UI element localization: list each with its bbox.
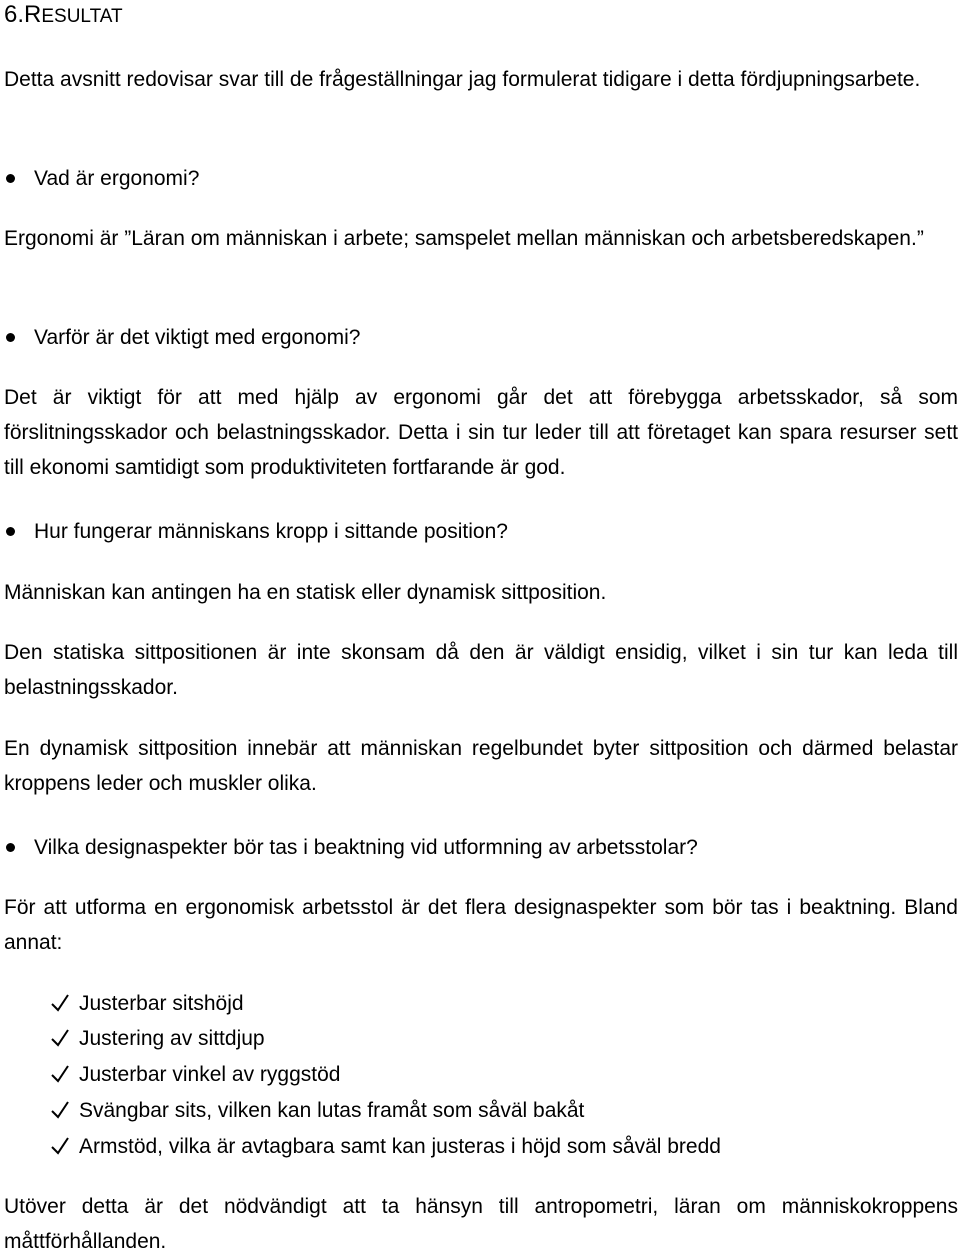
answer-3-paragraph-1: Människan kan antingen ha en statisk eller dynamisk sittposition.: [4, 581, 607, 604]
checkmark-icon: [50, 1100, 70, 1120]
closing-paragraph: Utöver detta är det nödvändigt att ta hänsyn till antropometri, läran om människokroppens måttförhållanden.: [4, 1195, 958, 1253]
section-heading: [4, 0, 123, 32]
checkmark-icon: [50, 1064, 70, 1084]
answer-2-paragraph: Det är viktigt för att med hjälp av ergonomi går det att förebygga arbetsskador, så som förslitningsskador och belastningsskador. Detta i sin tur leder till att företaget kan spara resurser sett till ekonomi samtidigt som produktiviteten fortfarande är god.: [4, 386, 958, 479]
checklist-item-text: Armstöd, vilka är avtagbara samt kan justeras i höjd som såväl bredd: [79, 1135, 721, 1158]
answer-4-paragraph: För att utforma en ergonomisk arbetsstol är det flera designaspekter som bör tas i beaktning. Bland annat:: [4, 896, 958, 954]
section-number: 6.: [4, 1, 25, 28]
bullet-icon: [6, 333, 15, 342]
answer-3-paragraph-2: Den statiska sittpositionen är inte skonsam då den är väldigt ensidig, vilket i sin tur kan leda till belastningsskador.: [4, 641, 958, 699]
checklist-item-text: Justerbar vinkel av ryggstöd: [79, 1063, 341, 1086]
answer-1-paragraph: Ergonomi är ”Läran om människan i arbete; samspelet mellan människan och arbetsberedskapen.”: [4, 227, 924, 250]
section-title-initial: R: [24, 1, 42, 28]
bullet-icon: [6, 174, 15, 183]
question-2-text: Varför är det viktigt med ergonomi?: [34, 326, 361, 349]
checklist-item-text: Justerbar sitshöjd: [79, 992, 244, 1015]
bullet-icon: [6, 527, 15, 536]
checkmark-icon: [50, 993, 70, 1013]
bullet-icon: [6, 843, 15, 852]
checkmark-icon: [50, 1028, 70, 1048]
answer-3-paragraph-3: En dynamisk sittposition innebär att människan regelbundet byter sittposition och därmed belastar kroppens leder och muskler olika.: [4, 737, 958, 795]
checkmark-icon: [50, 1136, 70, 1156]
question-3-text: Hur fungerar människans kropp i sittande position?: [34, 520, 508, 543]
checklist-item-text: Justering av sittdjup: [79, 1027, 265, 1050]
intro-paragraph: Detta avsnitt redovisar svar till de frågeställningar jag formulerat tidigare i detta fördjupningsarbete.: [4, 68, 921, 91]
question-4-text: Vilka designaspekter bör tas i beaktning vid utformning av arbetsstolar?: [34, 836, 698, 859]
question-1-text: Vad är ergonomi?: [34, 167, 200, 190]
checklist-item-text: Svängbar sits, vilken kan lutas framåt som såväl bakåt: [79, 1099, 585, 1122]
section-title-rest: ESULTAT: [41, 6, 123, 27]
